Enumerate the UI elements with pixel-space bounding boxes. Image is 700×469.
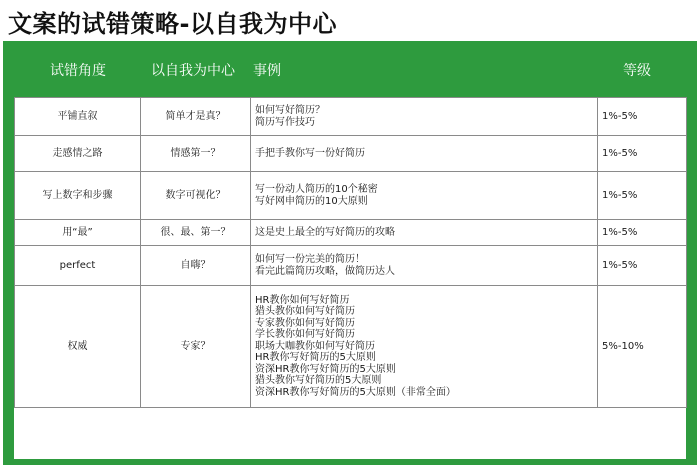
example-line: 写一份动人简历的10个秘密 [255, 184, 378, 195]
example-line: 资深HR教你写好简历的5大原则 [255, 363, 396, 375]
self-centered-cell: 情感第一？ [141, 136, 251, 172]
page-title: 文案的试错策略-以自我为中心 [8, 10, 337, 38]
self-centered-cell: 很、最、第一？ [141, 220, 251, 246]
angle-cell: 权威 [15, 286, 141, 408]
header-level: 等级 [623, 63, 651, 79]
self-centered-cell: 自嗨？ [141, 246, 251, 286]
example-line: 猎头教你如何写好简历 [255, 306, 355, 318]
examples-cell [251, 286, 598, 408]
level-cell: 5%-10% [598, 286, 687, 408]
table-row [15, 246, 687, 286]
table-row [15, 286, 687, 408]
example-line: 简历写作技巧 [255, 116, 315, 128]
example-line: 看完此篇简历攻略，做简历达人 [255, 265, 395, 277]
examples-cell [251, 220, 598, 246]
strategy-table [14, 97, 687, 408]
example-line: 学长教你如何写好简历 [255, 329, 355, 341]
table-row [15, 136, 687, 172]
level-cell: 1%-5% [598, 136, 687, 172]
angle-cell: 走感情之路 [15, 136, 141, 172]
example-line: 如何写一份完美的简历！ [255, 254, 365, 265]
strategy-table-frame [3, 41, 697, 465]
example-line: 猎头教你写好简历的5大原则 [255, 375, 382, 387]
example-line: 职场大咖教你如何写好简历 [255, 340, 375, 352]
angle-cell: 平铺直叙 [15, 98, 141, 136]
angle-cell: perfect [15, 246, 141, 286]
header-examples: 事例 [253, 63, 281, 79]
header-self-centered: 以自我为中心 [151, 63, 235, 79]
table-header [3, 41, 697, 97]
example-line: 写好网申简历的10大原则 [255, 195, 368, 207]
examples-cell [251, 136, 598, 172]
examples-cell [251, 98, 598, 136]
self-centered-cell: 简单才是真？ [141, 98, 251, 136]
self-centered-cell: 数字可视化？ [141, 172, 251, 220]
angle-cell: 用“最” [15, 220, 141, 246]
table-row [15, 98, 687, 136]
table-row [15, 220, 687, 246]
level-cell: 1%-5% [598, 98, 687, 136]
self-centered-cell: 专家？ [141, 286, 251, 408]
table-row [15, 172, 687, 220]
level-cell: 1%-5% [598, 220, 687, 246]
example-line: 专家教你如何写好简历 [255, 317, 355, 329]
table-body-area [14, 97, 686, 459]
level-cell: 1%-5% [598, 246, 687, 286]
example-line: 如何写好简历？ [255, 105, 325, 116]
examples-cell [251, 246, 598, 286]
example-line: 资深HR教你写好简历的5大原则（非常全面） [255, 386, 456, 398]
examples-cell [251, 172, 598, 220]
example-line: HR教你写好简历的5大原则 [255, 352, 376, 364]
angle-cell: 写上数字和步骤 [15, 172, 141, 220]
example-line: HR教你如何写好简历 [255, 294, 350, 306]
header-angle: 试错角度 [50, 63, 106, 79]
level-cell: 1%-5% [598, 172, 687, 220]
example-line: 这是史上最全的写好简历的攻略 [255, 226, 395, 238]
example-line: 手把手教你写一份好简历 [255, 147, 365, 159]
